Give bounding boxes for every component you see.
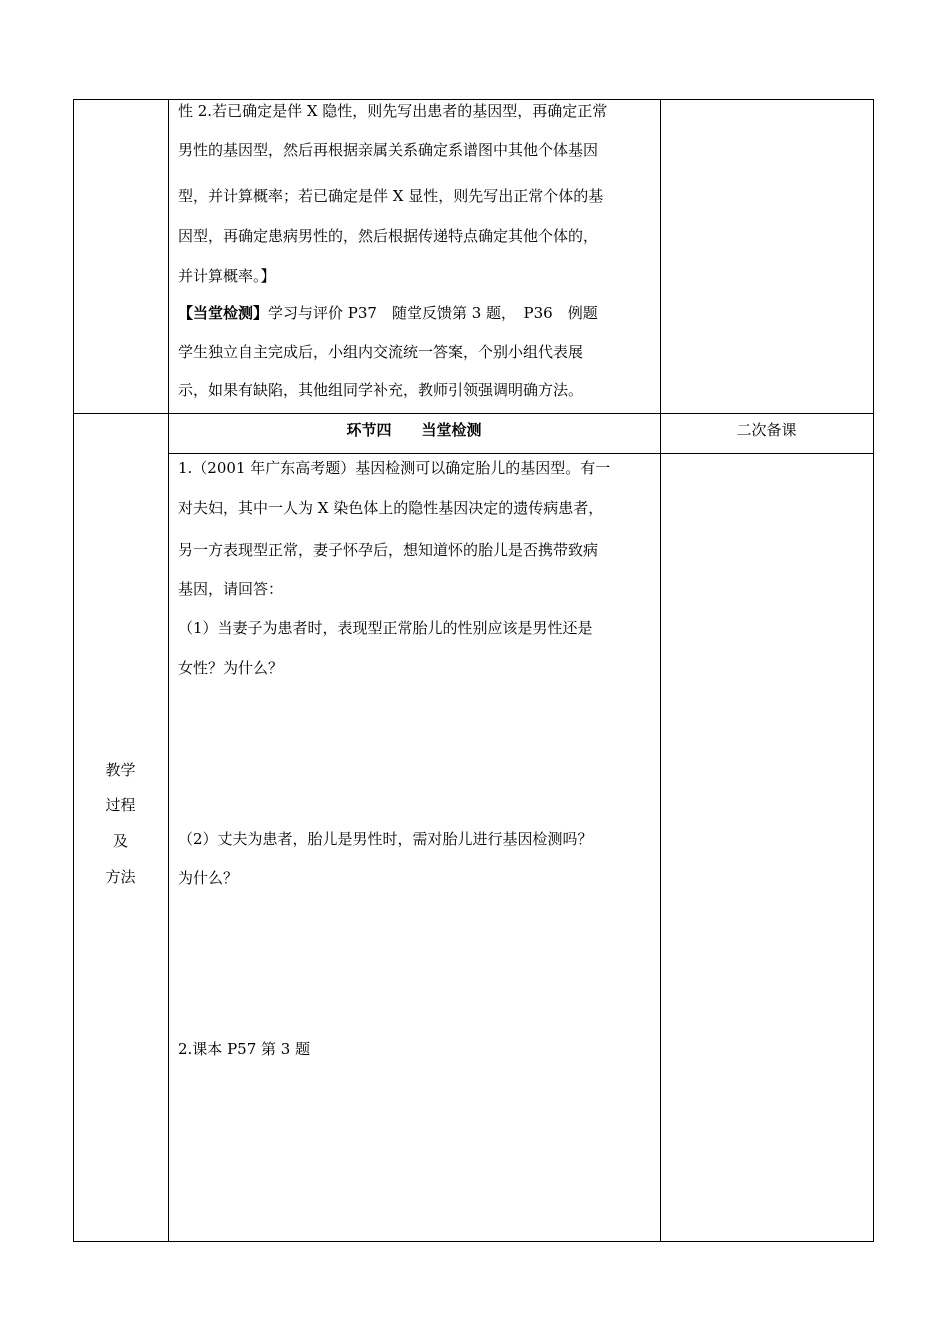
column-divider-1 [168, 99, 169, 1242]
q1-sub2-line-1: （2）丈夫为患者，胎儿是男性时，需对胎儿进行基因检测吗？ [178, 830, 593, 848]
left-label-4: 方法 [105, 868, 136, 886]
method-line-5: 并计算概率。】 [178, 267, 276, 285]
practice-line-1: 学生独立自主完成后，小组内交流统一答案，个别小组代表展 [178, 343, 584, 361]
table-border-right [873, 99, 874, 1242]
column-divider-2 [660, 99, 661, 1242]
table-border-left [73, 99, 74, 1242]
method-line-2: 男性的基因型，然后再根据亲属关系确定系谱图中其他个体基因 [178, 141, 599, 159]
check-text: 学习与评价 P37 随堂反馈第 3 题， P36 例题 [268, 304, 598, 322]
method-line-1: 性 2.若已确定是伴 X 隐性，则先写出患者的基因型，再确定正常 [178, 102, 608, 120]
left-label-3: 及 [112, 832, 128, 850]
left-label-2: 过程 [105, 796, 136, 814]
q1-sub1-line-1: （1）当妻子为患者时，表现型正常胎儿的性别应该是男性还是 [178, 619, 593, 637]
method-line-4: 因型，再确定患病男性的，然后根据传递特点确定其他个体的， [178, 227, 599, 245]
q1-line-2: 对夫妇，其中一人为 X 染色体上的隐性基因决定的遗传病患者， [178, 499, 604, 517]
practice-line-2: 示，如果有缺陷，其他组同学补充，教师引领强调明确方法。 [178, 381, 584, 399]
left-label-1: 教学 [105, 761, 136, 779]
question-2: 2.课本 P57 第 3 题 [178, 1040, 311, 1058]
q1-sub1-line-2: 女性？为什么？ [178, 659, 284, 677]
q1-line-1: 1.（2001 年广东高考题）基因检测可以确定胎儿的基因型。有一 [178, 459, 611, 477]
q1-line-4: 基因，请回答： [178, 580, 284, 598]
table-border-bottom [73, 1241, 874, 1242]
table-border-mid [73, 413, 874, 414]
check-label: 【当堂检测】 [178, 304, 269, 322]
header-row-border [168, 453, 874, 454]
q1-sub2-line-2: 为什么？ [178, 869, 239, 887]
second-prep-title: 二次备课 [736, 421, 797, 439]
method-line-3: 型，并计算概率；若已确定是伴 X 显性，则先写出正常个体的基 [178, 187, 604, 205]
table-border-top [73, 99, 874, 100]
check-line [178, 303, 598, 323]
q1-line-3: 另一方表现型正常，妻子怀孕后，想知道怀的胎儿是否携带致病 [178, 541, 599, 559]
section-title: 环节四 当堂检测 [346, 421, 482, 439]
